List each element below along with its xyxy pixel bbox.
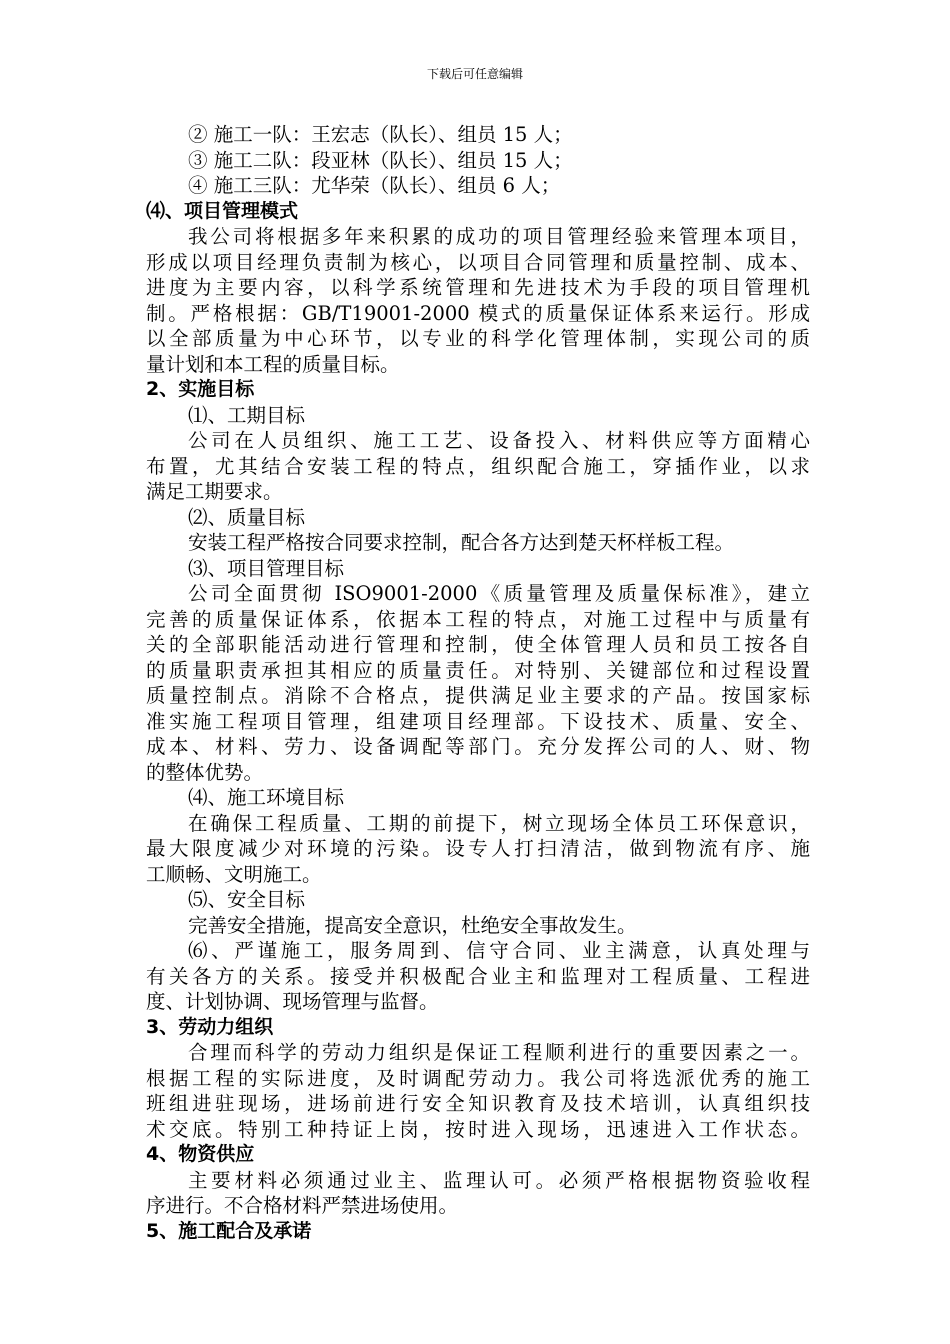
text-line: 公司在人员组织、施工工艺、设备投入、材料供应等方面精心 [188, 429, 810, 452]
text-line: 量计划和本工程的质量目标。 [146, 352, 400, 376]
text-line: 准实施工程项目管理，组建项目经理部。下设技术、质量、安全、 [146, 709, 810, 733]
text-line: 合理而科学的劳动力组织是保证工程顺利进行的重要因素之一。 [188, 1041, 810, 1064]
text-line: ⑷、施工环境目标 [188, 786, 345, 809]
page-header: 下载后可任意编辑 [426, 67, 523, 81]
text-line: 在确保工程质量、工期的前提下，树立现场全体员工环保意识， [188, 811, 810, 835]
text-line: ⑹、严谨施工，服务周到、信守合同、业主满意，认真处理与 [188, 939, 810, 962]
text-line: 度、计划协调、现场管理与监督。 [146, 990, 439, 1013]
text-line: ⑵、质量目标 [188, 505, 306, 529]
text-line: 有关各方的关系。接受并积极配合业主和监理对工程质量、工程进 [146, 964, 810, 988]
section-heading: 2、实施目标 [146, 378, 255, 400]
section-heading: ⑷、项目管理模式 [146, 199, 299, 222]
text-line: 根据工程的实际进度，及时调配劳动力。我公司将选派优秀的施工 [146, 1066, 810, 1090]
text-line: 形成以项目经理负责制为核心，以项目合同管理和质量控制、成本、 [146, 250, 810, 274]
text-line: ③ 施工二队：段亚林（队长）、组员 15 人； [188, 148, 573, 172]
text-line: 制。严格根据：GB/T19001-2000 模式的质量保证体系来运行。形成 [146, 301, 810, 325]
text-line: 成本、材料、劳力、设备调配等部门。充分发挥公司的人、财、物 [146, 735, 810, 758]
document-body [146, 122, 810, 1244]
text-line: ⑸、安全目标 [188, 888, 306, 911]
text-line: ④ 施工三队：尤华荣（队长）、组员 6 人； [188, 174, 561, 197]
section-heading: 5、施工配合及承诺 [146, 1219, 312, 1242]
text-line: 布置，尤其结合安装工程的特点，组织配合施工，穿插作业，以求 [146, 454, 810, 478]
text-line: 我公司将根据多年来积累的成功的项目管理经验来管理本项目， [188, 225, 810, 248]
text-line: 术交底。特别工种持证上岗，按时进入现场，迅速进入工作状态。 [146, 1117, 810, 1141]
text-line: ⑴、工期目标 [188, 403, 306, 427]
text-line: 公司全面贯彻 ISO9001-2000《质量管理及质量保标准》，建立 [188, 582, 810, 605]
text-line: 最大限度减少对环境的污染。设专人打扫清洁，做到物流有序、施 [146, 837, 810, 860]
text-line: 关的全部职能活动进行管理和控制，使全体管理人员和员工按各自 [146, 633, 810, 656]
text-line: 序进行。不合格材料严禁进场使用。 [146, 1194, 459, 1217]
text-line: 班组进驻现场，进场前进行安全知识教育及技术培训，认真组织技 [146, 1092, 810, 1115]
text-line: ⑶、项目管理目标 [188, 556, 345, 580]
section-heading: 3、劳动力组织 [146, 1015, 274, 1038]
text-line: 安装工程严格按合同要求控制，配合各方达到楚天杯样板工程。 [188, 531, 735, 554]
text-line: 工顺畅、文明施工。 [146, 862, 322, 886]
section-heading: 4、物资供应 [146, 1143, 255, 1165]
text-line: 主要材料必须通过业主、监理认可。必须严格根据物资验收程 [188, 1168, 810, 1192]
text-line: 完善安全措施，提高安全意识，杜绝安全事故发生。 [188, 913, 637, 937]
text-line: 质量控制点。消除不合格点，提供满足业主要求的产品。按国家标 [146, 684, 810, 707]
text-line: ② 施工一队：王宏志（队长）、组员 15 人； [188, 123, 573, 146]
text-line: 的质量职责承担其相应的质量责任。对特别、关键部位和过程设置 [146, 658, 810, 682]
text-line: 完善的质量保证体系，依据本工程的特点，对施工过程中与质量有 [146, 607, 810, 631]
text-line: 进度为主要内容，以科学系统管理和先进技术为手段的项目管理机 [146, 276, 810, 299]
text-line: 以全部质量为中心环节，以专业的科学化管理体制，实现公司的质 [146, 327, 810, 350]
text-line: 的整体优势。 [146, 760, 264, 784]
text-line: 满足工期要求。 [146, 480, 283, 503]
